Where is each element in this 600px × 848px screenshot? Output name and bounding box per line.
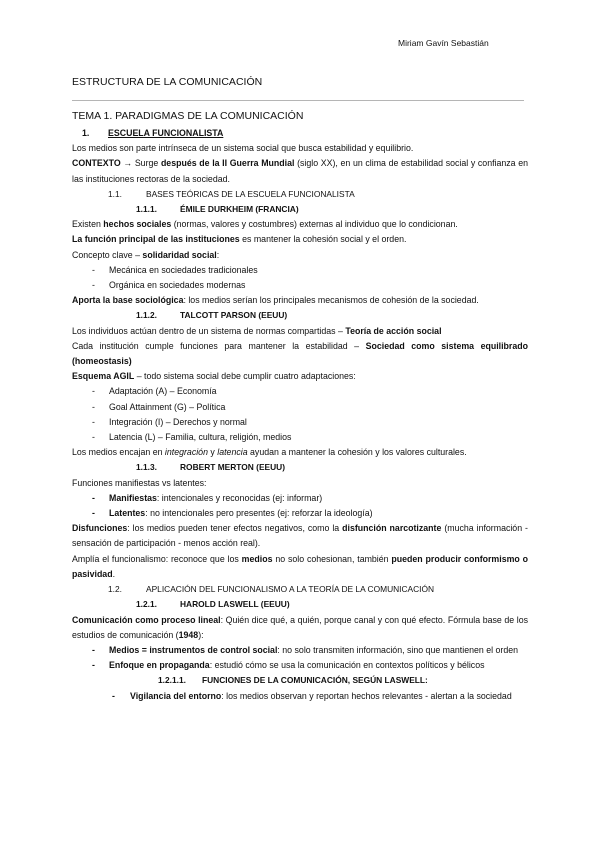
list-item: - Latencia (L) – Familia, cultura, religión, medios: [72, 430, 528, 445]
list-item: - Mecánica en sociedades tradicionales: [72, 263, 528, 278]
list-item: - Goal Attainment (G) – Política: [72, 400, 528, 415]
list-item: - Medios = instrumentos de control social: no solo transmiten información, sino que mantienen el orden: [72, 643, 528, 658]
paragraph-encajan: Los medios encajan en integración y latencia ayudan a mantener la cohesión y los valores culturales.: [72, 447, 467, 458]
paragraph-contexto: CONTEXTO → Surge después de la II Guerra Mundial (siglo XX), en un clima de estabilidad social y confianza en las instituciones rectoras de la sociedad.: [72, 158, 528, 184]
section-heading-1: 1. ESCUELA FUNCIONALISTA: [82, 128, 224, 138]
document-body: [72, 126, 528, 704]
list-item: - Orgánica en sociedades modernas: [72, 278, 528, 293]
paragraph-individuos: Los individuos actúan dentro de un sistema de normas compartidas – Teoría de acción social: [72, 325, 442, 336]
list-item: - Integración (I) – Derechos y normal: [72, 415, 528, 430]
list-item: - Manifiestas: intencionales y reconocidas (ej: informar): [72, 491, 528, 506]
paragraph-institucion: Cada institución cumple funciones para mantener la estabilidad – Sociedad como sistema equilibrado (homeostasis): [72, 340, 528, 367]
section-heading-1-2: 1.2. APLICACIÓN DEL FUNCIONALISMO A LA TEORÍA DE LA COMUNICACIÓN: [108, 584, 435, 595]
paragraph-funcion-instituciones: La función principal de las instituciones es mantener la cohesión social y el orden.: [72, 234, 407, 245]
author-name: Miriam Gavín Sebastián: [398, 38, 489, 48]
list-item: - Latentes: no intencionales pero presentes (ej: reforzar la ideología): [72, 506, 528, 521]
paragraph-disfunciones: Disfunciones: los medios pueden tener efectos negativos, como la disfunción narcotizante (mucha información - sensación de participación - menos acción real).: [72, 523, 528, 549]
paragraph-amplia: Amplía el funcionalismo: reconoce que los medios no solo cohesionan, también pueden producir conformismo o pasividad.: [72, 553, 529, 579]
section-heading-1-2-1: 1.2.1. HAROLD LASWELL (EEUU): [136, 599, 290, 610]
document-title: ESTRUCTURA DE LA COMUNICACIÓN: [72, 76, 263, 88]
paragraph-esquema-agil: Esquema AGIL – todo sistema social debe cumplir cuatro adaptaciones:: [72, 371, 356, 382]
paragraph-funciones: Funciones manifiestas vs latentes:: [72, 477, 207, 488]
section-heading-1-1: 1.1. BASES TEÓRICAS DE LA ESCUELA FUNCIONALISTA: [108, 188, 355, 199]
list-item: - Vigilancia del entorno: los medios observan y reportan hechos relevantes - alertan a la sociedad: [72, 689, 528, 704]
section-heading-1-1-2: 1.1.2. TALCOTT PARSON (EEUU): [136, 310, 288, 321]
paragraph-aporta: Aporta la base sociológica: los medios serían los principales mecanismos de cohesión de la sociedad.: [72, 295, 479, 306]
title-divider: [72, 100, 524, 101]
tema-title: TEMA 1. PARADIGMAS DE LA COMUNICACIÓN: [72, 110, 304, 122]
paragraph-intro: Los medios son parte intrínseca de un sistema social que busca estabilidad y equilibrio.: [72, 143, 414, 154]
section-heading-1-2-1-1: 1.2.1.1. FUNCIONES DE LA COMUNICACIÓN, SEGÚN LASWELL:: [158, 675, 428, 686]
list-item: - Adaptación (A) – Economía: [72, 384, 528, 399]
paragraph-proceso-lineal: Comunicación como proceso lineal: Quién dice qué, a quién, porque canal y con qué efecto. Fórmula base de los estudios de comunicación (1948):: [72, 614, 528, 640]
section-heading-1-1-3: 1.1.3. ROBERT MERTON (EEUU): [136, 462, 285, 473]
list-item: - Enfoque en propaganda: estudió cómo se usa la comunicación en contextos políticos y bélicos: [72, 658, 528, 673]
section-heading-1-1-1: 1.1.1. ÉMILE DURKHEIM (FRANCIA): [136, 204, 299, 215]
paragraph-concepto-clave: Concepto clave – solidaridad social:: [72, 249, 220, 260]
paragraph-hechos-sociales: Existen hechos sociales (normas, valores y costumbres) externas al individuo que lo condicionan.: [72, 219, 458, 230]
